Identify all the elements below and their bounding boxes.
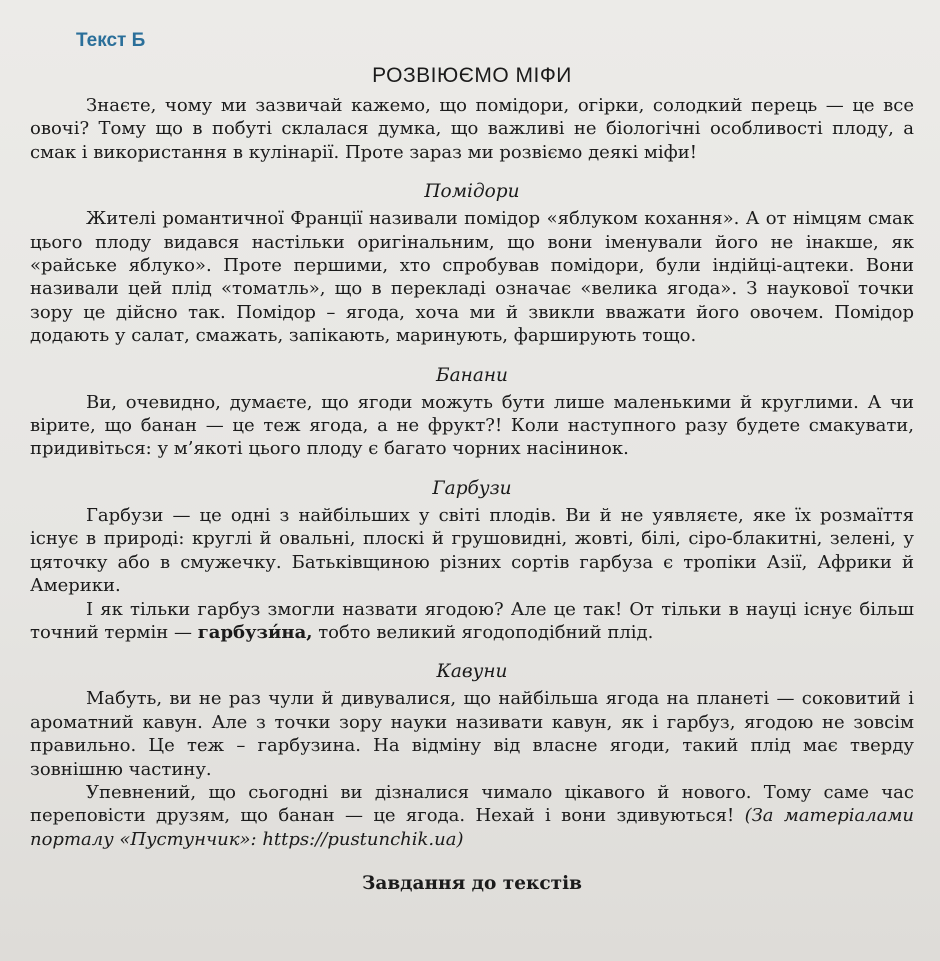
bananas-paragraph: Ви, очевидно, думаєте, що ягоди можуть бути лише маленькими й круглими. А чи вірите, що банан — це теж ягода, а не фрукт?! Коли наступного разу будете смакувати, придивіться: у м’якоті цього плоду є багато чорних насінинок. — [30, 391, 914, 460]
term-bold: гарбузи́на, — [197, 621, 313, 643]
section-heading-watermelons: Кавуни — [436, 661, 508, 683]
pumpkins-text-after: тобто великий ягодоподібний плід. — [312, 621, 654, 643]
section-heading-bananas: Банани — [436, 364, 508, 386]
closing-text: Упевнений, що сьогодні ви дізналися чимало цікавого й нового. Тому саме час переповісти друзям, що банан — це ягода. Нехай і вони здивуються! — [30, 781, 914, 827]
text-label: Текст Б — [76, 30, 146, 51]
watermelons-paragraph: Мабуть, ви не раз чули й дивувалися, що найбільша ягода на планеті — соковитий і ароматний кавун. Але з точки зору науки називати кавун, як і гарбуз, ягодою не зовсім правильно. Це теж – гарбузина. На відміну від власне ягоди, такий плід має тверду зовнішню частину. — [30, 688, 914, 780]
pumpkins-paragraph: Гарбузи — це одні з найбільших у світі плодів. Ви й не уявляєте, яке їх розмаїття існує в природі: круглі й овальні, плоскі й грушовидні, жовті, білі, сіро-блакитні, зелені, у цяточку або в смужечку. Батьківщиною різних сортів гарбуза є тропіки Азії, Африки й Америки. — [30, 504, 914, 597]
section-heading-pumpkins: Гарбузи — [432, 477, 512, 499]
source-citation: (За матеріалами порталу «Пустунчик»: https://pustunchik.ua) — [30, 805, 914, 850]
intro-paragraph: Знаєте, чому ми зазвичай кажемо, що помідори, огірки, солодкий перець — це все овочі? Тому що в побуті склалася думка, що важливі не біологічні особливості плоду, а смак і використання в кулінарії. Проте зараз ми розвіємо деякі міфи! — [30, 95, 914, 163]
section-heading-tomatoes: Помідори — [424, 181, 520, 203]
tomatoes-paragraph: Жителі романтичної Франції називали помідор «яблуком кохання». А от німцям смак цього плоду видався настільки оригінальним, що вони іменували його не інакше, як «райське яблуко». Проте першими, хто спробував помідори, були індійці-ацтеки. Вони називали цей плід «томатль», що в перекладі означає «велика ягода». З наукової точки зору це дійсно так. Помідор – ягода, хоча ми й звикли вважати його овочем. Помідор додають у салат, смажать, запікають, маринують, фарширують тощо. — [30, 208, 914, 347]
pumpkins-text-before: І як тільки гарбуз змогли назвати ягодою? Але це так! От тільки в науці існує більш точний термін — — [30, 598, 914, 643]
closing-paragraph — [30, 781, 914, 851]
page-title: РОЗВІЮЄМО МІФИ — [372, 64, 572, 87]
tasks-heading: Завдання до текстів — [361, 873, 582, 895]
pumpkins-paragraph-2 — [30, 598, 914, 645]
